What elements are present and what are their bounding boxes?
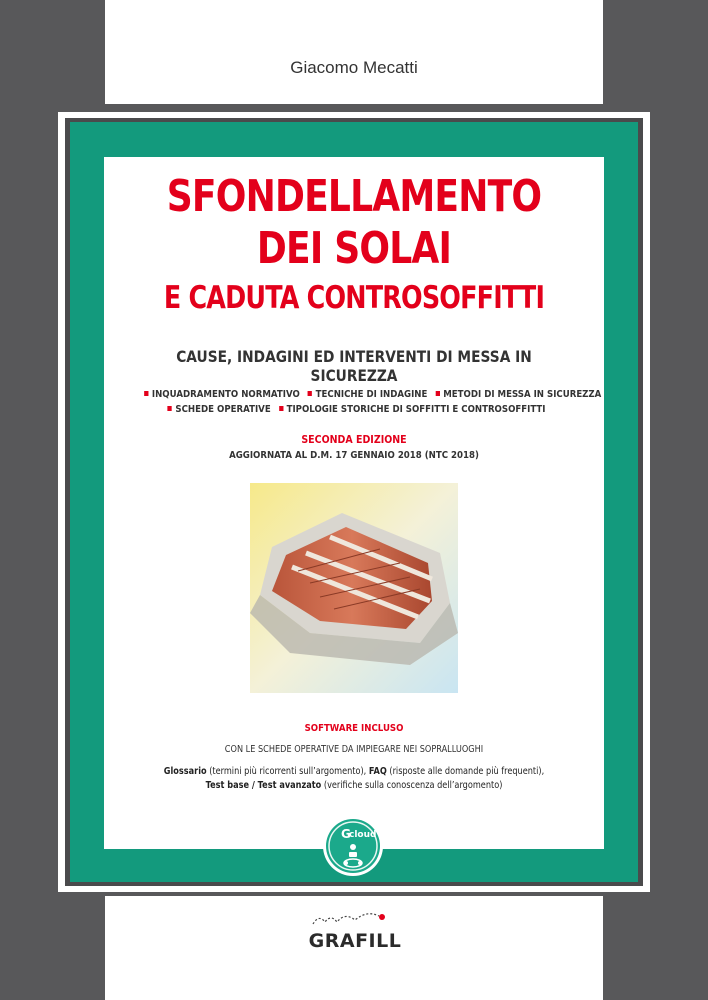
glossario-desc: (termini più ricorrenti sull’argomento), — [206, 766, 369, 777]
grafill-logo-icon — [305, 910, 405, 958]
title-line-1: SFONDELLAMENTO — [166, 171, 542, 222]
square-bullet-icon — [144, 391, 148, 396]
software-desc-line-1 — [139, 766, 569, 777]
software-desc-line-2 — [139, 780, 569, 791]
publisher-name: GRAFILL — [308, 930, 402, 952]
topics-row-1 — [139, 389, 602, 400]
title-line-3: E CADUTA CONTROSOFFITTI — [163, 280, 545, 316]
test-term: Test base / Test avanzato — [205, 780, 322, 791]
edition-label: SECONDA EDIZIONE — [301, 433, 407, 446]
topic-item: TIPOLOGIE STORICHE DI SOFFITTI E CONTROSOFFITTI — [286, 404, 546, 415]
logo-swoosh-icon — [305, 910, 405, 930]
collapsed-ceiling-photo — [250, 483, 458, 693]
topics-row-2 — [139, 404, 569, 415]
faq-desc: (risposte alle domande più frequenti), — [386, 766, 545, 777]
square-bullet-icon — [279, 406, 283, 411]
topic-item: INQUADRAMENTO NORMATIVO — [151, 389, 300, 400]
title-line-2: DEI SOLAI — [256, 223, 452, 274]
subtitle: CAUSE, INDAGINI ED INTERVENTI DI MESSA IN SICUREZZA — [176, 347, 532, 385]
bottom-band — [105, 896, 603, 1000]
gcloud-badge-icon — [322, 815, 384, 877]
faq-term: FAQ — [368, 766, 387, 777]
top-band — [105, 0, 603, 104]
square-bullet-icon — [308, 391, 312, 396]
topic-item: TECNICHE DI INDAGINE — [315, 389, 428, 400]
badge-text: cloud — [349, 830, 377, 840]
test-desc: (verifiche sulla conoscenza dell’argomento) — [321, 780, 503, 791]
topic-item: SCHEDE OPERATIVE — [175, 404, 271, 415]
square-bullet-icon — [168, 406, 172, 411]
topic-item: METODI DI MESSA IN SICUREZZA — [443, 389, 602, 400]
update-note: AGGIORNATA AL D.M. 17 GENNAIO 2018 (NTC 2018) — [229, 450, 479, 461]
cover-panel — [104, 157, 604, 849]
software-label: SOFTWARE INCLUSO — [304, 723, 404, 734]
schede-note: CON LE SCHEDE OPERATIVE DA IMPIEGARE NEI SOPRALLUOGHI — [224, 744, 484, 755]
author-name: Giacomo Mecatti — [290, 58, 418, 77]
glossario-term: Glossario — [163, 766, 207, 777]
square-bullet-icon — [436, 391, 440, 396]
badge-letter: G — [341, 827, 351, 841]
